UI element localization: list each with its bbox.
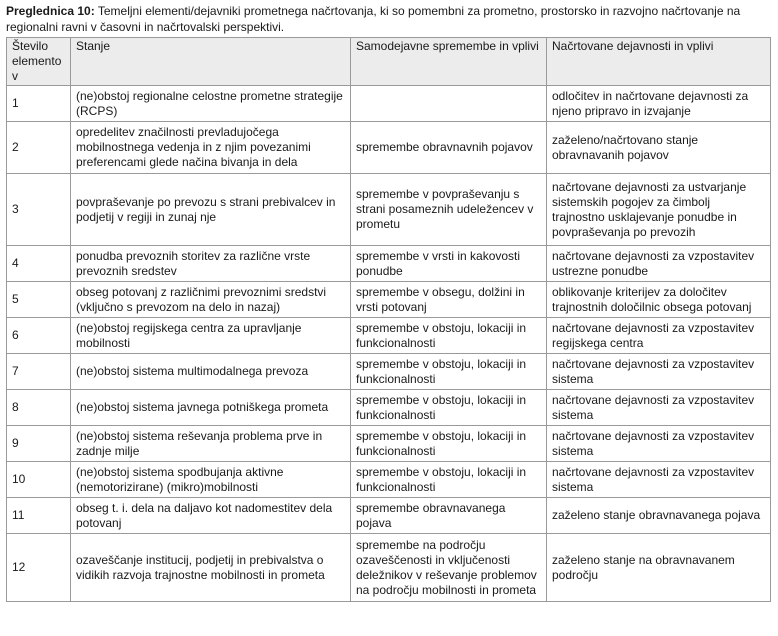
table-row xyxy=(7,318,771,354)
elements-table xyxy=(6,37,771,602)
planned-cell: načrtovane dejavnosti za vzpostavitev sistema xyxy=(547,354,771,390)
state-cell: (ne)obstoj sistema multimodalnega prevoza xyxy=(71,354,351,390)
row-number: 4 xyxy=(7,246,71,282)
state-cell: (ne)obstoj regionalne celostne prometne strategije (RCPS) xyxy=(71,86,351,122)
header-planned-activities: Načrtovane dejavnosti in vplivi xyxy=(547,38,771,86)
spontaneous-cell: spremembe v obstoju, lokaciji in funkcionalnosti xyxy=(351,462,547,498)
caption-label: Preglednica 10: xyxy=(6,4,95,18)
state-cell: opredelitev značilnosti prevladujočega mobilnostnega vedenja in z njim povezanimi preferencami glede načina bivanja in dela xyxy=(71,122,351,174)
state-cell: ponudba prevoznih storitev za različne vrste prevoznih sredstev xyxy=(71,246,351,282)
planned-cell: odločitev in načrtovane dejavnosti za njeno pripravo in izvajanje xyxy=(547,86,771,122)
spontaneous-cell xyxy=(351,86,547,122)
table-caption xyxy=(6,3,772,35)
table-row xyxy=(7,390,771,426)
header-row xyxy=(7,38,771,86)
state-cell: ozaveščanje institucij, podjetij in prebivalstva o vidikih razvoja trajnostne mobilnosti in prometa xyxy=(71,534,351,602)
spontaneous-cell: spremembe v obstoju, lokaciji in funkcionalnosti xyxy=(351,426,547,462)
planned-cell: načrtovane dejavnosti za vzpostavitev regijskega centra xyxy=(547,318,771,354)
planned-cell: načrtovane dejavnosti za ustvarjanje sistemskih pogojev za čimbolj trajnostno usklajevanje ponudbe in povpraševanja po prevozih xyxy=(547,174,771,246)
planned-cell: zaželeno stanje obravnavanega pojava xyxy=(547,498,771,534)
spontaneous-cell: spremembe v obstoju, lokaciji in funkcionalnosti xyxy=(351,354,547,390)
spontaneous-cell: spremembe na področju ozaveščenosti in vključenosti deležnikov v reševanje problemov na področju mobilnosti in prometa xyxy=(351,534,547,602)
table-row xyxy=(7,174,771,246)
state-cell: (ne)obstoj sistema reševanja problema prve in zadnje milje xyxy=(71,426,351,462)
row-number: 12 xyxy=(7,534,71,602)
table-row xyxy=(7,282,771,318)
row-number: 3 xyxy=(7,174,71,246)
row-number: 1 xyxy=(7,86,71,122)
row-number: 8 xyxy=(7,390,71,426)
planned-cell: zaželeno stanje na obravnavanem področju xyxy=(547,534,771,602)
spontaneous-cell: spremembe v obstoju, lokaciji in funkcionalnosti xyxy=(351,318,547,354)
spontaneous-cell: spremembe obravnavnih pojavov xyxy=(351,122,547,174)
spontaneous-cell: spremembe v vrsti in kakovosti ponudbe xyxy=(351,246,547,282)
table-header xyxy=(7,38,771,86)
planned-cell: načrtovane dejavnosti za vzpostavitev sistema xyxy=(547,462,771,498)
row-number: 2 xyxy=(7,122,71,174)
planned-cell: načrtovane dejavnosti za vzpostavitev ustrezne ponudbe xyxy=(547,246,771,282)
planned-cell: načrtovane dejavnosti za vzpostavitev sistema xyxy=(547,426,771,462)
spontaneous-cell: spremembe v povpraševanju s strani posameznih udeležencev v prometu xyxy=(351,174,547,246)
header-element-count: Število elementov xyxy=(7,38,71,86)
planned-cell: zaželeno/načrtovano stanje obravnavanih pojavov xyxy=(547,122,771,174)
state-cell: obseg potovanj z različnimi prevoznimi sredstvi (vključno s prevozom na delo in nazaj) xyxy=(71,282,351,318)
table-row xyxy=(7,534,771,602)
state-cell: povpraševanje po prevozu s strani prebivalcev in podjetij v regiji in zunaj nje xyxy=(71,174,351,246)
table-row xyxy=(7,86,771,122)
row-number: 9 xyxy=(7,426,71,462)
planned-cell: oblikovanje kriterijev za določitev trajnostnih določilnic obsega potovanj xyxy=(547,282,771,318)
table-body xyxy=(7,86,771,602)
state-cell: (ne)obstoj sistema javnega potniškega prometa xyxy=(71,390,351,426)
spontaneous-cell: spremembe v obsegu, dolžini in vrsti potovanj xyxy=(351,282,547,318)
table-row xyxy=(7,498,771,534)
table-row xyxy=(7,354,771,390)
spontaneous-cell: spremembe obravnavanega pojava xyxy=(351,498,547,534)
row-number: 10 xyxy=(7,462,71,498)
state-cell: (ne)obstoj regijskega centra za upravljanje mobilnosti xyxy=(71,318,351,354)
spontaneous-cell: spremembe v obstoju, lokaciji in funkcionalnosti xyxy=(351,390,547,426)
caption-text: Temeljni elementi/dejavniki prometnega načrtovanja, ki so pomembni za prometno, prostorsko in razvojno načrtovanje na regionalni ravni v časovni in načrtovalski perspektivi. xyxy=(6,4,741,34)
table-row xyxy=(7,122,771,174)
row-number: 5 xyxy=(7,282,71,318)
row-number: 11 xyxy=(7,498,71,534)
state-cell: (ne)obstoj sistema spodbujanja aktivne (nemotorizirane) (mikro)mobilnosti xyxy=(71,462,351,498)
header-state: Stanje xyxy=(71,38,351,86)
planned-cell: načrtovane dejavnosti za vzpostavitev sistema xyxy=(547,390,771,426)
state-cell: obseg t. i. dela na daljavo kot nadomestitev dela potovanj xyxy=(71,498,351,534)
table-row xyxy=(7,426,771,462)
row-number: 7 xyxy=(7,354,71,390)
table-row xyxy=(7,462,771,498)
header-spontaneous-changes: Samodejavne spremembe in vplivi xyxy=(351,38,547,86)
table-row xyxy=(7,246,771,282)
row-number: 6 xyxy=(7,318,71,354)
